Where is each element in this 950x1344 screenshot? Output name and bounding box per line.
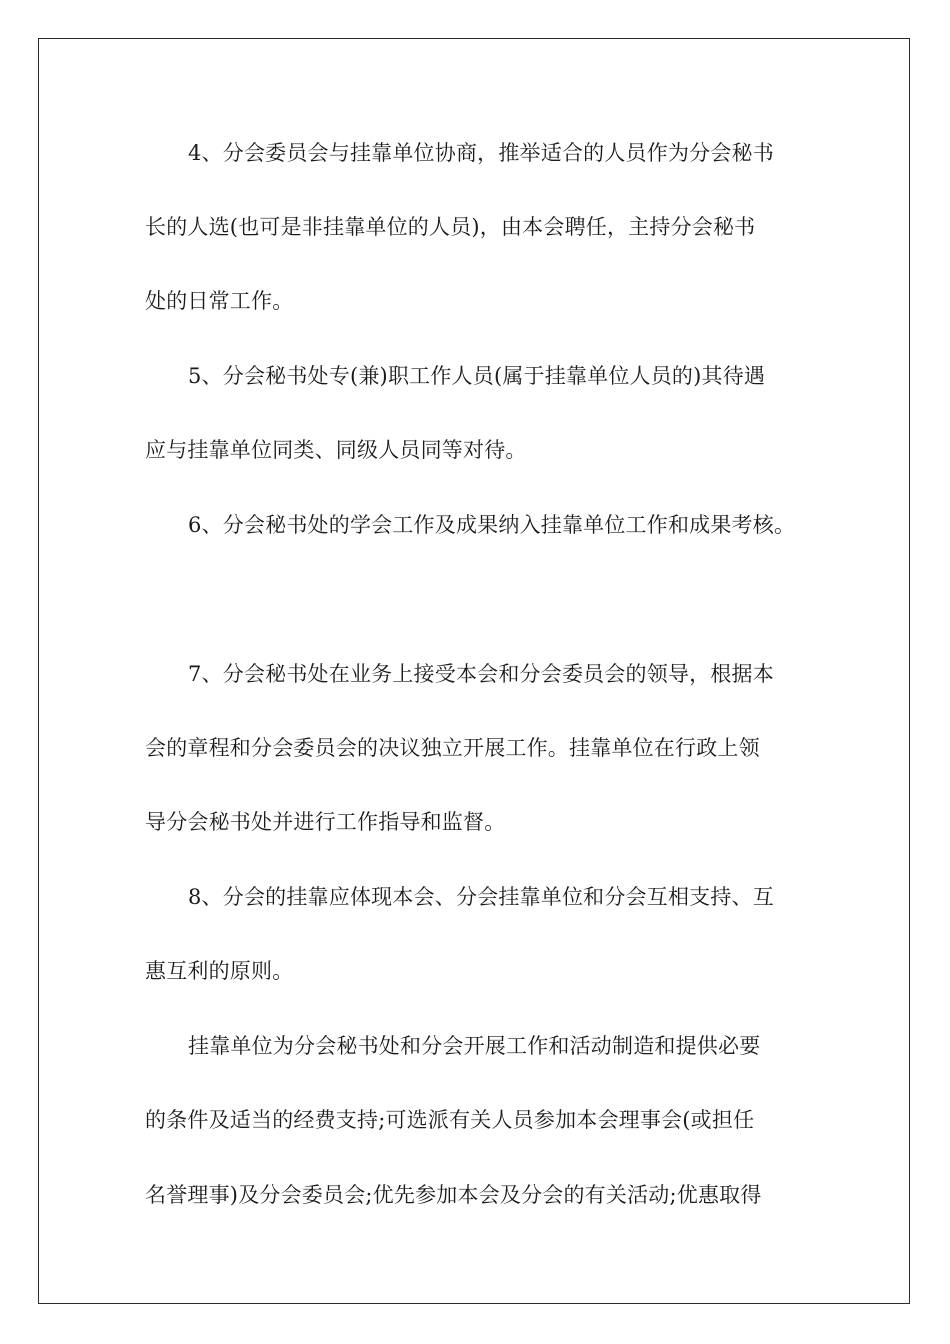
- paragraph-4-line-1: 4、分会委员会与挂靠单位协商，推举适合的人员作为分会秘书: [188, 141, 774, 165]
- paragraph-6-line-1: 6、分会秘书处的学会工作及成果纳入挂靠单位工作和成果考核。: [188, 513, 796, 537]
- paragraph-4-line-3: 处的日常工作。: [145, 289, 294, 313]
- paragraph-9-line-1: 挂靠单位为分会秘书处和分会开展工作和活动制造和提供必要: [188, 1034, 761, 1058]
- paragraph-4-line-2: 长的人选(也可是非挂靠单位的人员)，由本会聘任，主持分会秘书: [145, 215, 756, 239]
- paragraph-7-line-1: 7、分会秘书处在业务上接受本会和分会委员会的领导，根据本: [188, 662, 774, 686]
- paragraph-8-line-1: 8、分会的挂靠应体现本会、分会挂靠单位和分会互相支持、互: [188, 885, 774, 909]
- paragraph-7-line-2: 会的章程和分会委员会的决议独立开展工作。挂靠单位在行政上领: [145, 736, 760, 760]
- paragraph-7-line-3: 导分会秘书处并进行工作指导和监督。: [145, 810, 506, 834]
- paragraph-5-line-1: 5、分会秘书处专(兼)职工作人员(属于挂靠单位人员的)其待遇: [188, 364, 766, 388]
- paragraph-5-line-2: 应与挂靠单位同类、同级人员同等对待。: [145, 438, 527, 462]
- paragraph-8-line-2: 惠互利的原则。: [145, 959, 294, 983]
- paragraph-9-line-2: 的条件及适当的经费支持;可选派有关人员参加本会理事会(或担任: [145, 1108, 755, 1132]
- paragraph-9-line-3: 名誉理事)及分会委员会;优先参加本会及分会的有关活动;优惠取得: [145, 1183, 762, 1207]
